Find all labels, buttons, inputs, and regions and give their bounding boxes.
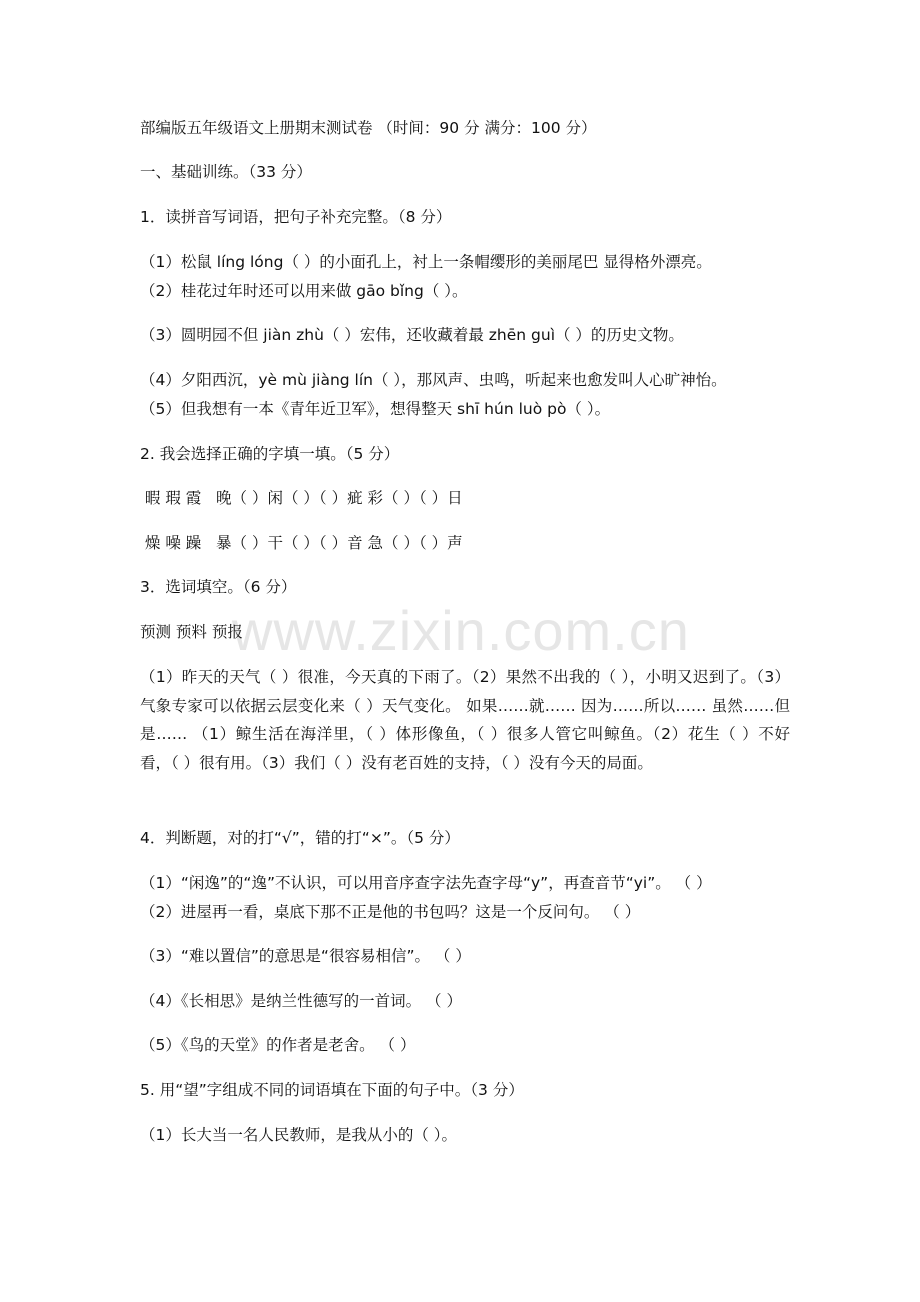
question-4-item: （5）《鸟的天堂》的作者是老舍。 （ ） [140,1036,416,1054]
question-3-word-options: 预测 预料 预报 [140,623,243,641]
question-4-item: （2）进屋再一看，桌底下那不正是他的书包吗？这是一个反问句。 （ ） [140,903,641,921]
question-5-item: （1）长大当一名人民教师，是我从小的（ ）。 [140,1126,458,1144]
section-heading: 一、基础训练。（33 分） [140,163,312,181]
question-3-paragraph: （1）昨天的天气（ ）很准，今天真的下雨了。（2）果然不出我的（ ），小明又迟到了。（3）气象专家可以依据云层变化来（ ）天气变化。 如果……就…… 因为……所以…… 虽然……但是…… （1）鲸生活在海洋里，（ ）体形像鱼，（ ）很多人管它叫鲸鱼。（2）花生（ ）不好看，（ ）很有用。（3）我们（ ）没有老百姓的支持，（ ）没有今天的局面。 [140,668,790,772]
question-2-row: 燥 噪 躁 暴（ ）干（ ）（ ）音 急（ ）（ ）声 [140,534,463,552]
question-1-heading: 1．读拼音写词语，把句子补充完整。（8 分） [140,208,452,226]
question-4-item: （1）“闲逸”的“逸”不认识，可以用音序查字法先查字母“y”，再查音节“yi”。 （ ） [140,874,712,892]
question-1-item: （1）松鼠 líng lóng（ ）的小面孔上，衬上一条帽缨形的美丽尾巴 显得格外漂亮。 [140,253,712,271]
question-4-heading: 4．判断题，对的打“√”，错的打“×”。（5 分） [140,829,460,847]
watermark: www.zixin.com.cn [232,599,690,662]
question-1-item: （5）但我想有一本《青年近卫军》，想得整天 shī hún luò pò（ ）。 [140,400,611,418]
question-5-heading: 5. 用“望”字组成不同的词语填在下面的句子中。（3 分） [140,1081,524,1099]
question-1-item: （2）桂花过年时还可以用来做 gāo bǐng（ ）。 [140,282,468,300]
exam-title: 部编版五年级语文上册期末测试卷 （时间：90 分 满分：100 分） [140,119,597,137]
question-4-item: （3）“难以置信”的意思是“很容易相信”。 （ ） [140,947,471,965]
question-1-item: （3）圆明园不但 jiàn zhù（ ）宏伟，还收藏着最 zhēn guì（ ）的历史文物。 [140,326,684,344]
question-2-row: 暇 瑕 霞 晚（ ）闲（ ）（ ）疵 彩（ ）（ ）日 [140,489,463,507]
question-3-heading: 3．选词填空。（6 分） [140,578,297,596]
question-1-item: （4）夕阳西沉，yè mù jiàng lín（ ），那风声、虫鸣，听起来也愈发叫人心旷神怡。 [140,371,727,389]
question-4-item: （4）《长相思》是纳兰性德写的一首词。 （ ） [140,992,462,1010]
question-2-heading: 2. 我会选择正确的字填一填。（5 分） [140,445,400,463]
